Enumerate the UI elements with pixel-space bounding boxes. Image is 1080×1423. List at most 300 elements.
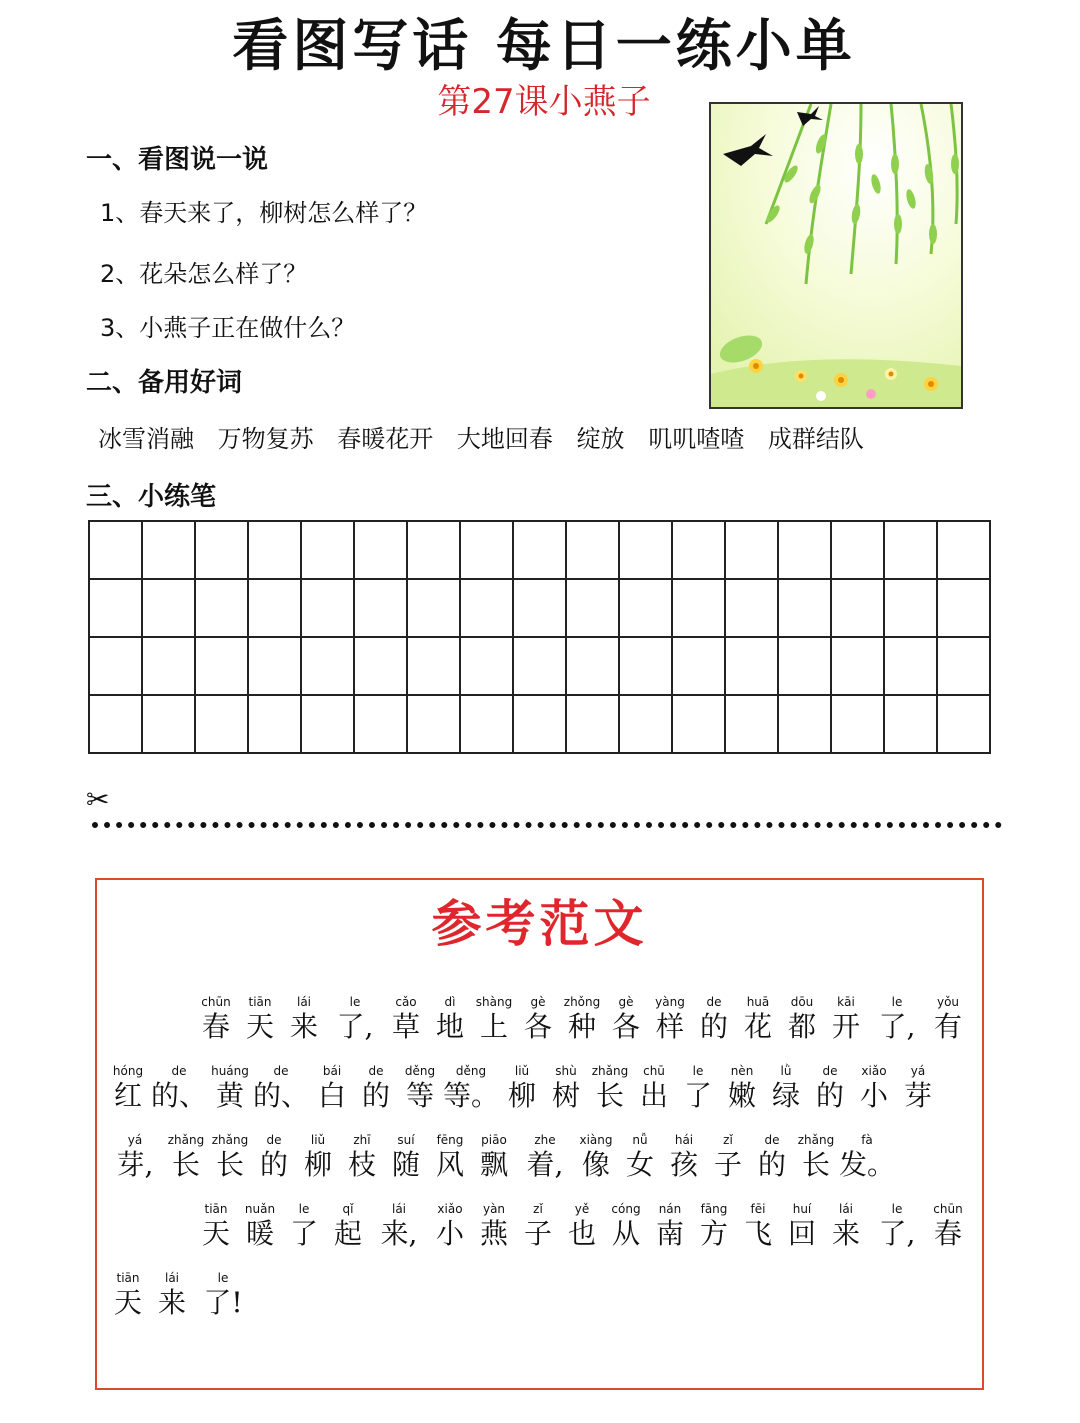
grid-cell[interactable]: [725, 521, 778, 579]
hanzi: 芽,: [116, 1148, 154, 1181]
good-words-list: [98, 422, 880, 456]
pinyin: nèn: [730, 1064, 754, 1078]
pinyin: yá: [127, 1133, 143, 1147]
pinyin: zhī: [353, 1133, 371, 1147]
hanzi: 黄: [215, 1079, 244, 1112]
lesson-title: 第27课小燕子: [437, 82, 651, 122]
essay-character: [210, 1132, 250, 1182]
hanzi: 来: [831, 1217, 860, 1250]
hanzi: 开: [831, 1010, 860, 1043]
pinyin: de: [764, 1133, 780, 1147]
hanzi: 嫩: [727, 1079, 756, 1112]
pinyin: lái: [296, 995, 312, 1009]
pinyin: hóng: [112, 1064, 144, 1078]
section3-heading: 三、小练笔: [86, 482, 217, 512]
essay-character: [312, 1063, 352, 1113]
hanzi: 地: [435, 1010, 464, 1043]
hanzi: 的: [815, 1079, 844, 1112]
essay-character: [826, 1201, 866, 1251]
pinyin: lái: [391, 1202, 407, 1216]
essay-character: [870, 994, 924, 1044]
grid-cell[interactable]: [831, 579, 884, 637]
pinyin: le: [298, 1202, 310, 1216]
hanzi: 天: [201, 1217, 230, 1250]
grid-cell[interactable]: [725, 637, 778, 695]
essay-character: [590, 1063, 630, 1113]
grid-cell[interactable]: [248, 521, 301, 579]
pinyin: yě: [574, 1202, 590, 1216]
grid-cell[interactable]: [566, 695, 619, 753]
pinyin: hái: [674, 1133, 694, 1147]
pinyin: xiǎo: [437, 1202, 463, 1216]
pinyin: liǔ: [514, 1064, 530, 1078]
essay-character: [196, 1201, 236, 1251]
grid-cell[interactable]: [884, 521, 937, 579]
grid-cell[interactable]: [566, 637, 619, 695]
essay-character: [766, 1063, 806, 1113]
grid-cell[interactable]: [248, 637, 301, 695]
essay-character: [722, 1063, 762, 1113]
pinyin: fēng: [436, 1133, 464, 1147]
grid-cell[interactable]: [89, 695, 142, 753]
pinyin: xiàng: [579, 1133, 613, 1147]
pinyin: shàng: [475, 995, 513, 1009]
essay-character: [854, 1063, 894, 1113]
essay-character: [664, 1132, 704, 1182]
pinyin: tiān: [116, 1271, 140, 1285]
pinyin: chūn: [201, 995, 231, 1009]
pinyin: zhǎng: [167, 1133, 205, 1147]
grid-cell[interactable]: [407, 521, 460, 579]
hanzi: 飞: [743, 1217, 772, 1250]
hanzi: 都: [787, 1010, 816, 1043]
hanzi: 春: [201, 1010, 230, 1043]
word-item: 成群结队: [767, 425, 864, 453]
hanzi: 天: [245, 1010, 274, 1043]
hanzi: 芽: [903, 1079, 932, 1112]
hanzi: 上: [479, 1010, 508, 1043]
essay-character: [474, 994, 514, 1044]
essay-character: [928, 1201, 968, 1251]
hanzi: 随: [391, 1148, 420, 1181]
grid-cell[interactable]: [778, 637, 831, 695]
essay-character: [328, 1201, 368, 1251]
hanzi: 草: [391, 1010, 420, 1043]
hanzi: 回: [787, 1217, 816, 1250]
grid-cell[interactable]: [566, 579, 619, 637]
essay-character: [430, 1132, 470, 1182]
grid-cell[interactable]: [142, 637, 195, 695]
pinyin: yàn: [482, 1202, 506, 1216]
pinyin: le: [891, 995, 903, 1009]
hanzi: 方: [699, 1217, 728, 1250]
hanzi: 来: [157, 1286, 186, 1319]
grid-row: [89, 695, 990, 753]
hanzi: 柳: [507, 1079, 536, 1112]
pinyin: fāng: [700, 1202, 728, 1216]
essay-character: [576, 1132, 616, 1182]
essay-character: [708, 1132, 748, 1182]
hanzi: 来: [289, 1010, 318, 1043]
pinyin: zhǎng: [591, 1064, 629, 1078]
hanzi: 的、: [253, 1079, 310, 1112]
essay-character: [108, 1270, 148, 1320]
hanzi: 了,: [336, 1010, 374, 1043]
hanzi: 枝: [347, 1148, 376, 1181]
grid-cell[interactable]: [937, 695, 990, 753]
essay-character: [546, 1063, 586, 1113]
essay-character: [108, 1063, 148, 1113]
pinyin: huā: [746, 995, 770, 1009]
essay-line: [108, 1270, 254, 1320]
pinyin: zǐ: [533, 1202, 543, 1216]
pinyin: lái: [164, 1271, 180, 1285]
pinyin: de: [273, 1064, 289, 1078]
question-3: 3、小燕子正在做什么？: [100, 314, 356, 342]
pinyin: de: [706, 995, 722, 1009]
grid-cell[interactable]: [460, 521, 513, 579]
essay-character: [474, 1201, 514, 1251]
pinyin: nán: [658, 1202, 682, 1216]
pinyin: de: [822, 1064, 838, 1078]
hanzi: 出: [639, 1079, 668, 1112]
pinyin: xiǎo: [861, 1064, 887, 1078]
essay-character: [518, 1201, 558, 1251]
hanzi: 长: [171, 1148, 200, 1181]
pinyin: de: [368, 1064, 384, 1078]
grid-cell[interactable]: [407, 579, 460, 637]
writing-grid: [88, 520, 991, 754]
essay-character: [342, 1132, 382, 1182]
hanzi: 来,: [380, 1217, 418, 1250]
essay-character: [694, 994, 734, 1044]
grid-cell[interactable]: [301, 695, 354, 753]
hanzi: 柳: [303, 1148, 332, 1181]
hanzi: 长: [595, 1079, 624, 1112]
essay-character: [606, 1201, 646, 1251]
pinyin: liǔ: [310, 1133, 326, 1147]
grid-cell[interactable]: [672, 521, 725, 579]
hanzi: 燕: [479, 1217, 508, 1250]
pinyin: bái: [322, 1064, 342, 1078]
grid-cell[interactable]: [937, 637, 990, 695]
hanzi: 的、: [151, 1079, 208, 1112]
essay-character: [518, 1132, 572, 1182]
essay-character: [372, 1201, 426, 1251]
hanzi: 了: [289, 1217, 318, 1250]
pinyin: dōu: [790, 995, 814, 1009]
hanzi: 绿: [771, 1079, 800, 1112]
pinyin: le: [692, 1064, 704, 1078]
hanzi: 子: [523, 1217, 552, 1250]
essay-character: [430, 1201, 470, 1251]
essay-character: [840, 1132, 894, 1182]
essay-character: [738, 1201, 778, 1251]
pinyin: piāo: [481, 1133, 507, 1147]
grid-cell[interactable]: [884, 579, 937, 637]
pinyin: huí: [792, 1202, 812, 1216]
grid-cell[interactable]: [619, 579, 672, 637]
hanzi: 发。: [839, 1148, 896, 1181]
hanzi: 女: [625, 1148, 654, 1181]
grid-cell[interactable]: [513, 521, 566, 579]
grid-cell[interactable]: [778, 579, 831, 637]
essay-character: [108, 1132, 162, 1182]
essay-character: [562, 1201, 602, 1251]
sample-essay-title: 参考范文: [431, 894, 648, 953]
essay-character: [298, 1132, 338, 1182]
essay-character: [752, 1132, 792, 1182]
grid-cell[interactable]: [248, 695, 301, 753]
pinyin: le: [217, 1271, 229, 1285]
essay-character: [196, 994, 236, 1044]
essay-character: [386, 1132, 426, 1182]
hanzi: 白: [317, 1079, 346, 1112]
essay-line: [196, 1201, 972, 1251]
essay-character: [400, 1063, 440, 1113]
grid-cell[interactable]: [195, 637, 248, 695]
hanzi: 天: [113, 1286, 142, 1319]
grid-cell[interactable]: [619, 695, 672, 753]
essay-character: [284, 1201, 324, 1251]
cut-line: [92, 822, 1002, 828]
hanzi: 了!: [203, 1286, 243, 1319]
hanzi: 的: [699, 1010, 728, 1043]
grid-cell[interactable]: [407, 637, 460, 695]
essay-character: [386, 994, 426, 1044]
pinyin: shù: [555, 1064, 577, 1078]
grid-cell[interactable]: [354, 579, 407, 637]
hanzi: 起: [333, 1217, 362, 1250]
grid-cell[interactable]: [195, 521, 248, 579]
hanzi: 南: [655, 1217, 684, 1250]
essay-character: [826, 994, 866, 1044]
hanzi: 孩: [669, 1148, 698, 1181]
hanzi: 有: [933, 1010, 962, 1043]
essay-character: [356, 1063, 396, 1113]
grid-cell[interactable]: [301, 637, 354, 695]
pinyin: huáng: [211, 1064, 249, 1078]
pinyin: chū: [643, 1064, 665, 1078]
essay-character: [328, 994, 382, 1044]
grid-cell[interactable]: [513, 637, 566, 695]
grid-cell[interactable]: [672, 579, 725, 637]
essay-character: [502, 1063, 542, 1113]
pinyin: zhe: [534, 1133, 556, 1147]
grid-cell[interactable]: [142, 521, 195, 579]
hanzi: 从: [611, 1217, 640, 1250]
grid-cell[interactable]: [354, 637, 407, 695]
essay-character: [444, 1063, 498, 1113]
essay-character: [796, 1132, 836, 1182]
grid-cell[interactable]: [725, 579, 778, 637]
pinyin: tiān: [204, 1202, 228, 1216]
hanzi: 也: [567, 1217, 596, 1250]
hanzi: 春: [933, 1217, 962, 1250]
question-2: 2、花朵怎么样了？: [100, 260, 308, 288]
illustration-svg: [711, 104, 961, 407]
hanzi: 样: [655, 1010, 684, 1043]
hanzi: 树: [551, 1079, 580, 1112]
essay-character: [650, 994, 690, 1044]
hanzi: 飘: [479, 1148, 508, 1181]
essay-character: [474, 1132, 514, 1182]
grid-cell[interactable]: [831, 695, 884, 753]
grid-cell[interactable]: [248, 579, 301, 637]
hanzi: 小: [435, 1217, 464, 1250]
hanzi: 种: [567, 1010, 596, 1043]
pinyin: yàng: [655, 995, 685, 1009]
grid-cell[interactable]: [619, 521, 672, 579]
grid-cell[interactable]: [672, 695, 725, 753]
word-item: 春暖花开: [337, 425, 434, 453]
word-item: 绽放: [576, 425, 625, 453]
spring-willow-swallow-illustration: [709, 102, 963, 409]
hanzi: 了: [683, 1079, 712, 1112]
pinyin: dì: [444, 995, 456, 1009]
grid-cell[interactable]: [460, 579, 513, 637]
grid-cell[interactable]: [195, 579, 248, 637]
essay-character: [738, 994, 778, 1044]
grid-cell[interactable]: [142, 695, 195, 753]
grid-cell[interactable]: [831, 637, 884, 695]
essay-character: [254, 1132, 294, 1182]
essay-character: [166, 1132, 206, 1182]
essay-character: [694, 1201, 734, 1251]
grid-cell[interactable]: [513, 695, 566, 753]
essay-character: [650, 1201, 690, 1251]
pinyin: cǎo: [395, 995, 417, 1009]
grid-cell[interactable]: [566, 521, 619, 579]
grid-cell[interactable]: [672, 637, 725, 695]
pinyin: fà: [861, 1133, 873, 1147]
hanzi: 的: [259, 1148, 288, 1181]
hanzi: 小: [859, 1079, 888, 1112]
essay-character: [810, 1063, 850, 1113]
pinyin: yǒu: [936, 995, 960, 1009]
pinyin: lǜ: [780, 1064, 792, 1078]
grid-cell[interactable]: [195, 695, 248, 753]
grid-cell[interactable]: [460, 695, 513, 753]
pinyin: nuǎn: [244, 1202, 276, 1216]
grid-cell[interactable]: [725, 695, 778, 753]
essay-character: [240, 1201, 280, 1251]
pinyin: le: [349, 995, 361, 1009]
essay-line: [108, 1132, 898, 1182]
grid-cell[interactable]: [778, 695, 831, 753]
essay-character: [870, 1201, 924, 1251]
hanzi: 长: [801, 1148, 830, 1181]
pinyin: zhǎng: [211, 1133, 249, 1147]
section1-heading: 一、看图说一说: [86, 145, 269, 175]
essay-line: [108, 1063, 942, 1113]
hanzi: 各: [611, 1010, 640, 1043]
essay-character: [620, 1132, 660, 1182]
hanzi: 的: [757, 1148, 786, 1181]
essay-character: [152, 1063, 206, 1113]
hanzi: 等。: [443, 1079, 500, 1112]
grid-cell[interactable]: [89, 637, 142, 695]
grid-cell[interactable]: [884, 695, 937, 753]
pinyin: qǐ: [342, 1202, 354, 1216]
hanzi: 花: [743, 1010, 772, 1043]
grid-cell[interactable]: [513, 579, 566, 637]
grid-row: [89, 637, 990, 695]
essay-character: [928, 994, 968, 1044]
pinyin: chūn: [933, 1202, 963, 1216]
grid-cell[interactable]: [142, 579, 195, 637]
worksheet-title: 看图写话 每日一练小单: [232, 13, 856, 79]
hanzi: 各: [523, 1010, 552, 1043]
pinyin: gè: [618, 995, 634, 1009]
hanzi: 等: [405, 1079, 434, 1112]
hanzi: 了,: [878, 1010, 916, 1043]
essay-character: [678, 1063, 718, 1113]
pinyin: le: [891, 1202, 903, 1216]
pinyin: tiān: [248, 995, 272, 1009]
essay-character: [210, 1063, 250, 1113]
pinyin: zhǒng: [563, 995, 601, 1009]
pinyin: gè: [530, 995, 546, 1009]
grid-cell[interactable]: [89, 579, 142, 637]
grid-cell[interactable]: [884, 637, 937, 695]
essay-character: [284, 994, 324, 1044]
pinyin: zhǎng: [797, 1133, 835, 1147]
scissors-icon: ✂: [86, 783, 110, 816]
essay-character: [254, 1063, 308, 1113]
essay-character: [782, 1201, 822, 1251]
grid-cell[interactable]: [831, 521, 884, 579]
grid-cell[interactable]: [460, 637, 513, 695]
grid-cell[interactable]: [301, 579, 354, 637]
essay-character: [634, 1063, 674, 1113]
essay-character: [152, 1270, 192, 1320]
grid-cell[interactable]: [778, 521, 831, 579]
question-1: 1、春天来了，柳树怎么样了？: [100, 199, 428, 227]
hanzi: 风: [435, 1148, 464, 1181]
pinyin: de: [266, 1133, 282, 1147]
pinyin: nǚ: [632, 1133, 648, 1147]
grid-cell[interactable]: [354, 695, 407, 753]
grid-cell[interactable]: [619, 637, 672, 695]
pinyin: zǐ: [723, 1133, 733, 1147]
hanzi: 像: [581, 1148, 610, 1181]
pinyin: yá: [910, 1064, 926, 1078]
grid-cell[interactable]: [407, 695, 460, 753]
essay-character: [518, 994, 558, 1044]
hanzi: 暖: [245, 1217, 274, 1250]
pinyin: de: [171, 1064, 187, 1078]
pinyin: děng: [455, 1064, 487, 1078]
essay-character: [430, 994, 470, 1044]
essay-character: [196, 1270, 250, 1320]
grid-cell[interactable]: [937, 521, 990, 579]
essay-character: [898, 1063, 938, 1113]
hanzi: 的: [361, 1079, 390, 1112]
pinyin: cóng: [611, 1202, 641, 1216]
grid-cell[interactable]: [354, 521, 407, 579]
word-item: 叽叽喳喳: [648, 425, 745, 453]
grid-cell[interactable]: [89, 521, 142, 579]
pinyin: fēi: [750, 1202, 766, 1216]
hanzi: 了,: [878, 1217, 916, 1250]
essay-line: [196, 994, 972, 1044]
essay-character: [782, 994, 822, 1044]
section2-heading: 二、备用好词: [86, 368, 243, 398]
grid-cell[interactable]: [937, 579, 990, 637]
grid-cell[interactable]: [301, 521, 354, 579]
essay-character: [562, 994, 602, 1044]
